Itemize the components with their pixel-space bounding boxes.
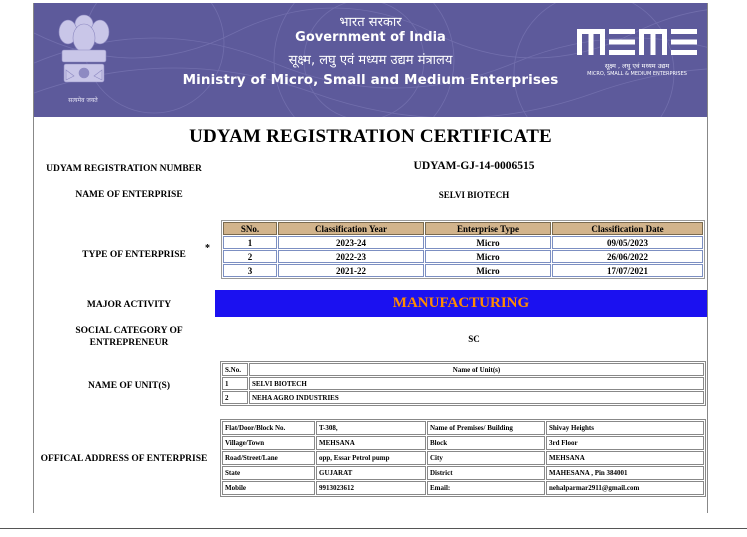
msme-logo-english: MICRO, SMALL & MEDIUM ENTERPRISES	[587, 71, 687, 77]
classification-table	[221, 220, 705, 279]
table-cell: City	[427, 451, 545, 465]
table-cell: State	[222, 466, 315, 480]
units-table	[220, 361, 706, 406]
col-header-classification-date: Classification Date	[552, 222, 703, 235]
bottom-divider	[0, 528, 747, 529]
table-cell: Flat/Door/Block No.	[222, 421, 315, 435]
table-cell: 2022-23	[278, 250, 424, 263]
msme-logo-hindi: सूक्ष्म , लघु एवं मध्यम उद्यम	[604, 62, 670, 70]
col-header-sno: S.No.	[222, 363, 248, 376]
header-hindi-ministry: सूक्ष्म, लघु एवं मध्यम उद्यम मंत्रालय	[288, 53, 453, 68]
table-cell: 1	[222, 377, 248, 390]
table-cell: 2	[222, 391, 248, 404]
registration-number-value: UDYAM-GJ-14-0006515	[413, 160, 535, 172]
table-cell: Email:	[427, 481, 545, 495]
table-cell: MEHSANA	[316, 436, 426, 450]
table-cell: 9913023612	[316, 481, 426, 495]
major-activity-value: MANUFACTURING	[215, 290, 707, 317]
table-row	[223, 264, 703, 277]
table-cell: Micro	[425, 264, 551, 277]
table-cell: 2021-22	[278, 264, 424, 277]
table-cell: T-308,	[316, 421, 426, 435]
table-cell: Shivay Heights	[546, 421, 704, 435]
social-category-label: SOCIAL CATEGORY OF ENTREPRENEUR	[75, 326, 183, 348]
table-cell: MEHSANA	[546, 451, 704, 465]
units-header-row	[222, 363, 704, 376]
table-cell: 2023-24	[278, 236, 424, 249]
table-row	[223, 236, 703, 249]
table-cell: SELVI BIOTECH	[249, 377, 704, 390]
social-category-value: SC	[468, 334, 480, 344]
table-cell: 3	[223, 264, 277, 277]
table-cell: 2	[223, 250, 277, 263]
col-header-classification-year: Classification Year	[278, 222, 424, 235]
table-cell: Block	[427, 436, 545, 450]
header-banner	[34, 3, 707, 117]
table-row	[222, 451, 704, 465]
table-cell: Micro	[425, 250, 551, 263]
certificate-title: UDYAM REGISTRATION CERTIFICATE	[189, 126, 552, 147]
msme-logo-icon	[577, 27, 697, 57]
table-row	[223, 250, 703, 263]
table-cell: Micro	[425, 236, 551, 249]
enterprise-name-value: SELVI BIOTECH	[438, 190, 510, 200]
table-cell: opp, Essar Petrol pump	[316, 451, 426, 465]
enterprise-type-asterisk: *	[205, 243, 210, 254]
table-cell: Road/Street/Lane	[222, 451, 315, 465]
table-cell: District	[427, 466, 545, 480]
table-cell: 09/05/2023	[552, 236, 703, 249]
table-cell: GUJARAT	[316, 466, 426, 480]
registration-number-label: UDYAM REGISTRATION NUMBER	[46, 164, 202, 174]
table-row	[222, 377, 704, 390]
enterprise-name-label: NAME OF ENTERPRISE	[75, 190, 183, 200]
table-cell: 17/07/2021	[552, 264, 703, 277]
table-row	[222, 391, 704, 404]
enterprise-type-label: TYPE OF ENTERPRISE	[82, 250, 186, 260]
classification-header-row	[223, 222, 703, 235]
table-cell: 3rd Floor	[546, 436, 704, 450]
header-hindi-govt: भारत सरकार	[339, 15, 402, 30]
table-cell: NEHA AGRO INDUSTRIES	[249, 391, 704, 404]
table-row	[222, 436, 704, 450]
table-cell: 26/06/2022	[552, 250, 703, 263]
table-cell: Mobile	[222, 481, 315, 495]
email-value[interactable]: nehalparmar2911@gmail.com	[546, 481, 704, 495]
certificate	[33, 3, 708, 513]
table-row	[222, 466, 704, 480]
table-cell: 1	[223, 236, 277, 249]
address-table	[220, 419, 706, 497]
header-govt-of-india: Government of India	[295, 30, 446, 45]
official-address-label: OFFICAL ADDRESS OF ENTERPRISE	[40, 454, 208, 464]
major-activity-label: MAJOR ACTIVITY	[86, 300, 172, 310]
emblem-caption: सत्यमेव जयते	[68, 97, 98, 104]
col-header-enterprise-type: Enterprise Type	[425, 222, 551, 235]
table-row	[222, 421, 704, 435]
col-header-sno: SNo.	[223, 222, 277, 235]
col-header-unit-name: Name of Unit(s)	[249, 363, 704, 376]
header-ministry: Ministry of Micro, Small and Medium Enterprises	[182, 72, 559, 88]
table-cell: MAHESANA , Pin 384001	[546, 466, 704, 480]
units-label: NAME OF UNIT(S)	[88, 381, 170, 391]
table-cell: Village/Town	[222, 436, 315, 450]
table-cell: Name of Premises/ Building	[427, 421, 545, 435]
table-row	[222, 481, 704, 495]
